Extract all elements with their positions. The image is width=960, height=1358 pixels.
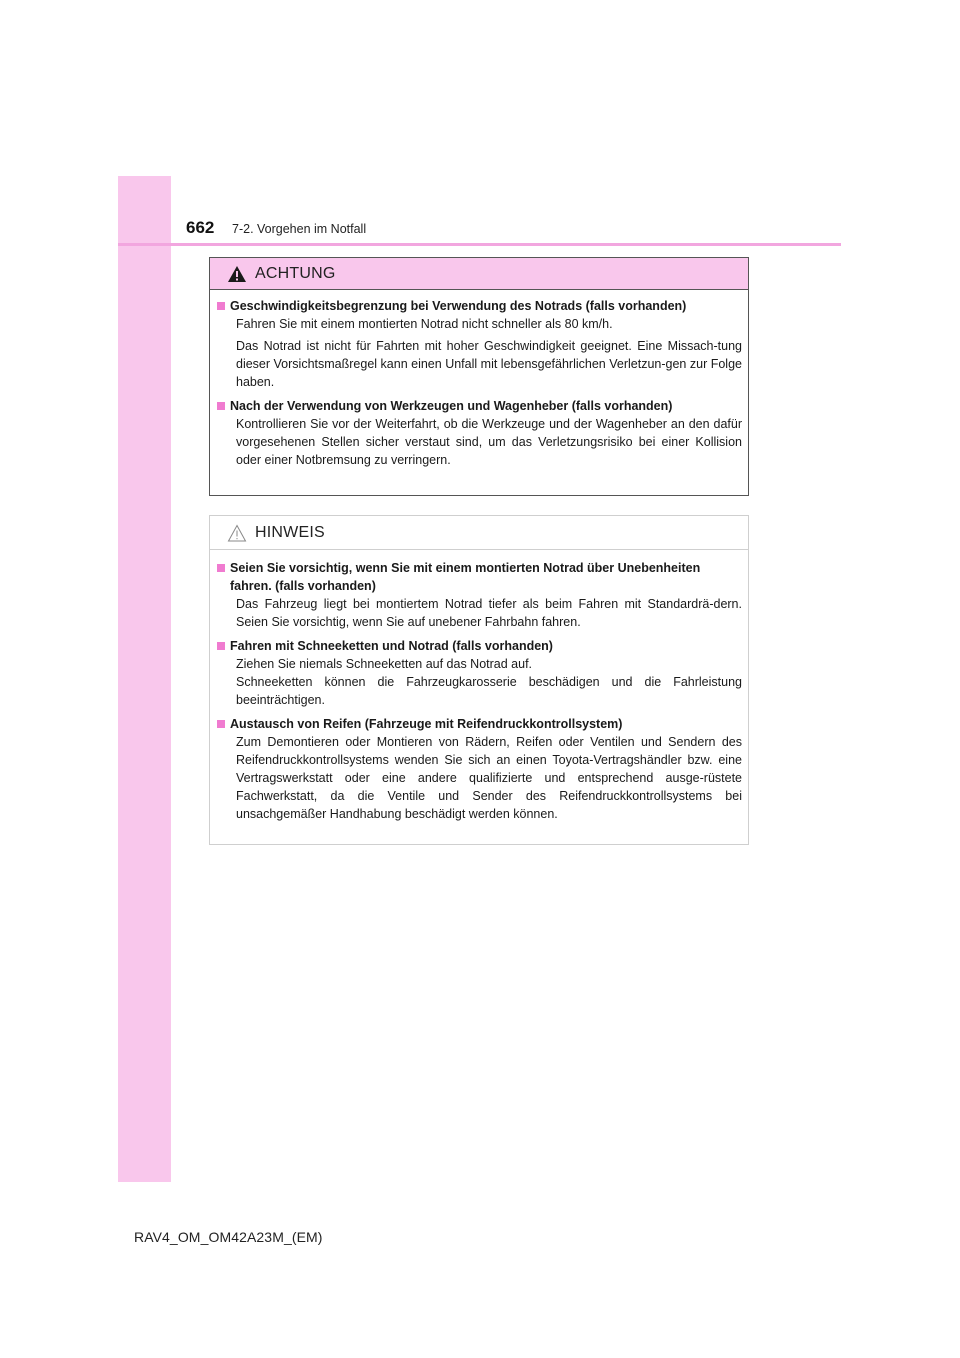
notice-item-text: Das Fahrzeug liegt bei montiertem Notrad tiefer als beim Fahren mit Standardrä-dern. Seien Sie vorsichtig, wenn Sie auf unebener Fahrbahn fahren. [236, 597, 742, 629]
square-bullet-icon [217, 720, 225, 728]
notice-item-text: Zum Demontieren oder Montieren von Rädern, Reifen oder Ventilen und Sendern des Reifendruckkontrollsystems wenden Sie sich an einen Toyota-Vertragshändler bzw. eine Vertragswerkstatt oder eine andere qualifizierte und entsprechend ausge-rüstete Fachwerkstatt, da die Ventile und Sender des Reifendruckkontrollsystems bei unsachgemäßer Handhabung beschädigt werden können. [236, 735, 742, 821]
notice-box [209, 515, 749, 845]
header-divider [118, 243, 841, 246]
warning-item-text: Kontrollieren Sie vor der Weiterfahrt, ob die Werkzeuge und der Wagenheber an den dafür vorgesehenen Stellen sicher verstaut sind, um das Verletzungsrisiko bei einer Kollision oder einer Notbremsung zu verringern. [236, 417, 742, 467]
warning-item-heading: Nach der Verwendung von Werkzeugen und Wagenheber (falls vorhanden) [230, 399, 673, 413]
notice-item-text: Ziehen Sie niemals Schneeketten auf das Notrad auf. [236, 657, 533, 671]
square-bullet-icon [217, 402, 225, 410]
warning-triangle-icon [227, 265, 247, 283]
warning-box [209, 257, 749, 496]
notice-box-header [210, 516, 748, 550]
warning-item-heading: Geschwindigkeitsbegrenzung bei Verwendung des Notrads (falls vorhanden) [230, 299, 687, 313]
notice-item-heading: Austausch von Reifen (Fahrzeuge mit Reifendruckkontrollsystem) [230, 717, 623, 731]
notice-item-heading: Fahren mit Schneeketten und Notrad (falls vorhanden) [230, 639, 553, 653]
document-code: RAV4_OM_OM42A23M_(EM) [134, 1229, 323, 1245]
warning-box-body [210, 290, 748, 469]
notice-box-body [210, 550, 748, 823]
caution-triangle-outline-icon [227, 524, 247, 542]
notice-item-heading: Seien Sie vorsichtig, wenn Sie mit einem montierten Notrad über Unebenheiten fahren. (falls vorhanden) [230, 561, 701, 593]
warning-item [217, 397, 742, 469]
notice-item [217, 715, 742, 823]
page-number: 662 [186, 218, 215, 237]
chapter-tab-sidebar [118, 176, 171, 1182]
notice-item-text: Schneeketten können die Fahrzeugkarosserie beschädigen und die Fahrleistung beeinträchtigen. [236, 675, 742, 707]
square-bullet-icon [217, 642, 225, 650]
notice-item [217, 559, 742, 631]
warning-item-text: Fahren Sie mit einem montierten Notrad nicht schneller als 80 km/h. [236, 317, 613, 331]
warning-box-title: ACHTUNG [255, 264, 336, 282]
notice-box-title: HINWEIS [255, 523, 325, 541]
warning-item [217, 297, 742, 391]
notice-item [217, 637, 742, 709]
warning-box-header [210, 258, 748, 290]
warning-item-text: Das Notrad ist nicht für Fahrten mit hoher Geschwindigkeit geeignet. Eine Missach-tung dieser Vorsichtsmaßregel kann einen Unfall mit lebensgefährlichen Verletzun-gen zur Folge haben. [236, 339, 742, 389]
square-bullet-icon [217, 564, 225, 572]
square-bullet-icon [217, 302, 225, 310]
section-title: 7-2. Vorgehen im Notfall [232, 222, 367, 236]
